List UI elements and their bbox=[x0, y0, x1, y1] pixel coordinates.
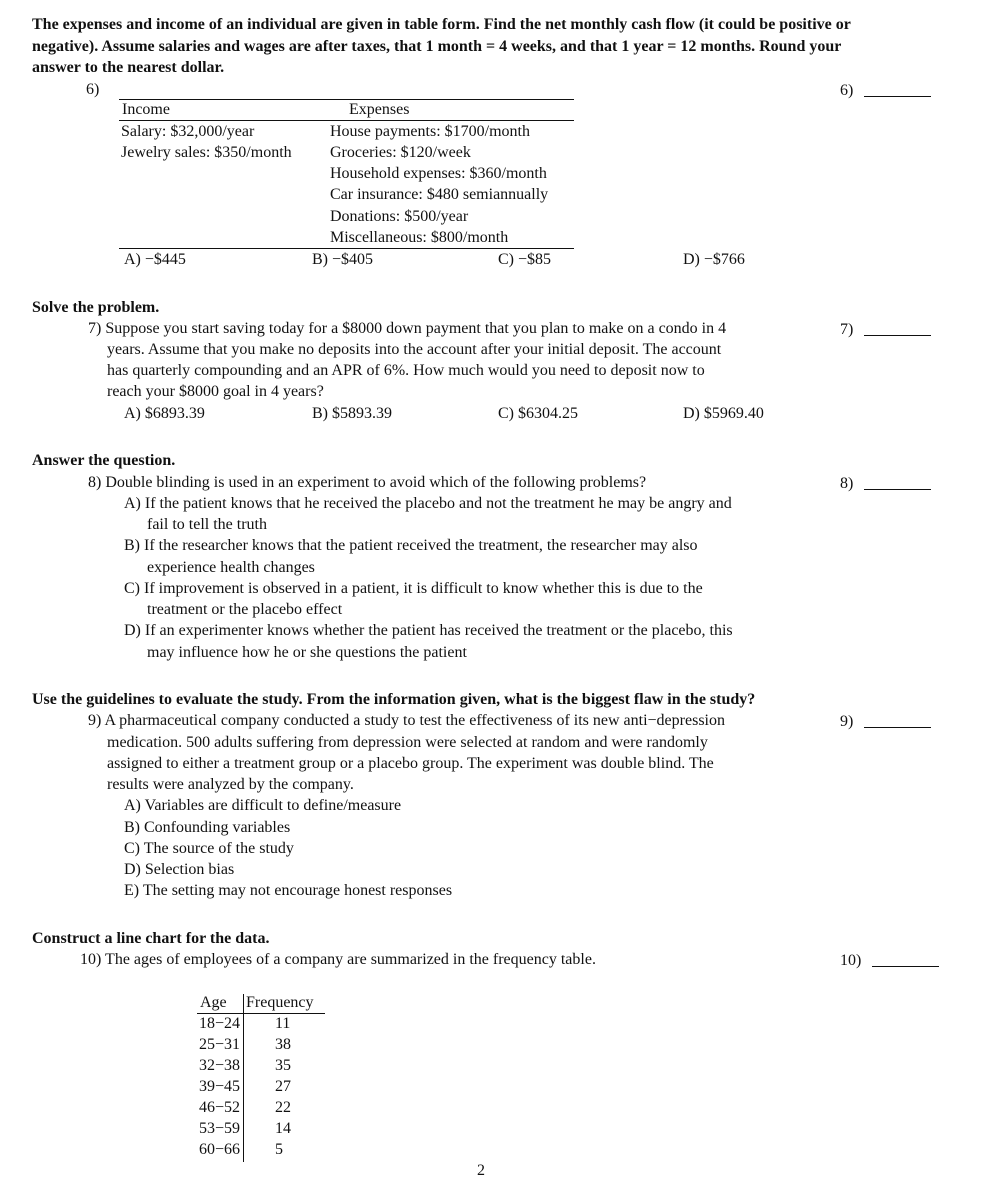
frequency-header: Frequency bbox=[246, 994, 314, 1011]
expense-item: Donations: $500/year bbox=[330, 208, 469, 225]
income-header: Income bbox=[122, 101, 170, 118]
answer-10-label: 10) bbox=[840, 952, 862, 969]
answer-8-label: 8) bbox=[840, 475, 854, 492]
freq-table-divider bbox=[243, 994, 244, 1162]
section-7-heading: Solve the problem. bbox=[32, 299, 160, 316]
choice-9b: B) Confounding variables bbox=[124, 819, 291, 836]
answer-7-label: 7) bbox=[840, 321, 854, 338]
frequency-cell: 27 bbox=[275, 1078, 291, 1095]
page-number: 2 bbox=[477, 1162, 485, 1179]
answer-7-blank[interactable] bbox=[864, 335, 931, 336]
section-10-heading: Construct a line chart for the data. bbox=[32, 930, 270, 947]
age-cell: 39−45 bbox=[199, 1078, 241, 1095]
choice-8c-cont: treatment or the placebo effect bbox=[147, 601, 343, 618]
choice-8a-cont: fail to tell the truth bbox=[147, 516, 267, 533]
age-cell: 18−24 bbox=[199, 1015, 241, 1032]
choice-8b: B) If the researcher knows that the patient received the treatment, the researcher may also bbox=[124, 537, 698, 554]
choice-9c: C) The source of the study bbox=[124, 840, 294, 857]
choice-6b: B) −$405 bbox=[312, 251, 374, 268]
intro-line-1: The expenses and income of an individual are given in table form. Find the net monthly cash flow (it could be positive or bbox=[32, 16, 851, 33]
choice-7a: A) $6893.39 bbox=[124, 405, 205, 422]
choice-9d: D) Selection bias bbox=[124, 861, 235, 878]
question-9-line: medication. 500 adults suffering from depression were selected at random and were randomly bbox=[107, 734, 708, 751]
question-6-number: 6) bbox=[86, 81, 100, 98]
section-9-heading: Use the guidelines to evaluate the study. From the information given, what is the biggest flaw in the study? bbox=[32, 691, 756, 708]
choice-8d-cont: may influence how he or she questions the patient bbox=[147, 644, 467, 661]
choice-9a: A) Variables are difficult to define/measure bbox=[124, 797, 402, 814]
choice-8b-cont: experience health changes bbox=[147, 559, 315, 576]
choice-6c: C) −$85 bbox=[498, 251, 552, 268]
choice-7b: B) $5893.39 bbox=[312, 405, 392, 422]
expenses-header: Expenses bbox=[349, 101, 410, 118]
answer-6-label: 6) bbox=[840, 82, 854, 99]
age-cell: 60−66 bbox=[199, 1141, 241, 1158]
question-7-line: years. Assume that you make no deposits into the account after your initial deposit. The account bbox=[107, 341, 722, 358]
question-7-line: 7) Suppose you start saving today for a $8000 down payment that you plan to make on a condo in 4 bbox=[88, 320, 727, 337]
expense-item: Household expenses: $360/month bbox=[330, 165, 547, 182]
income-item: Salary: $32,000/year bbox=[121, 123, 255, 140]
section-8-heading: Answer the question. bbox=[32, 452, 176, 469]
choice-7c: C) $6304.25 bbox=[498, 405, 578, 422]
answer-8-blank[interactable] bbox=[864, 489, 931, 490]
age-cell: 32−38 bbox=[199, 1057, 241, 1074]
expense-item: House payments: $1700/month bbox=[330, 123, 530, 140]
choice-6d: D) −$766 bbox=[683, 251, 745, 268]
answer-6-blank[interactable] bbox=[864, 96, 931, 97]
choice-8a: A) If the patient knows that he received the placebo and not the treatment he may be angry and bbox=[124, 495, 732, 512]
question-7-line: reach your $8000 goal in 4 years? bbox=[107, 383, 324, 400]
frequency-cell: 14 bbox=[275, 1120, 291, 1137]
question-9-line: assigned to either a treatment group or a placebo group. The experiment was double blind. The bbox=[107, 755, 714, 772]
age-cell: 25−31 bbox=[199, 1036, 241, 1053]
expense-item: Miscellaneous: $800/month bbox=[330, 229, 509, 246]
frequency-cell: 38 bbox=[275, 1036, 291, 1053]
question-9-line: 9) A pharmaceutical company conducted a study to test the effectiveness of its new anti−depression bbox=[88, 712, 725, 729]
income-item: Jewelry sales: $350/month bbox=[121, 144, 292, 161]
intro-line-3: answer to the nearest dollar. bbox=[32, 59, 225, 76]
frequency-cell: 22 bbox=[275, 1099, 291, 1116]
question-8-text: 8) Double blinding is used in an experiment to avoid which of the following problems? bbox=[88, 474, 647, 491]
answer-9-blank[interactable] bbox=[864, 727, 931, 728]
answer-9-label: 9) bbox=[840, 713, 854, 730]
choice-6a: A) −$445 bbox=[124, 251, 186, 268]
age-header: Age bbox=[200, 994, 227, 1011]
frequency-cell: 35 bbox=[275, 1057, 291, 1074]
frequency-cell: 5 bbox=[275, 1141, 283, 1158]
question-9-line: results were analyzed by the company. bbox=[107, 776, 354, 793]
question-7-line: has quarterly compounding and an APR of 6%. How much would you need to deposit now to bbox=[107, 362, 705, 379]
answer-10-blank[interactable] bbox=[872, 966, 939, 967]
choice-9e: E) The setting may not encourage honest responses bbox=[124, 882, 453, 899]
expense-item: Car insurance: $480 semiannually bbox=[330, 186, 549, 203]
age-cell: 46−52 bbox=[199, 1099, 241, 1116]
choice-8c: C) If improvement is observed in a patient, it is difficult to know whether this is due to the bbox=[124, 580, 703, 597]
expense-item: Groceries: $120/week bbox=[330, 144, 471, 161]
table-top-rule bbox=[119, 99, 574, 100]
choice-7d: D) $5969.40 bbox=[683, 405, 764, 422]
choice-8d: D) If an experimenter knows whether the patient has received the treatment or the placebo, this bbox=[124, 622, 733, 639]
frequency-cell: 11 bbox=[275, 1015, 291, 1032]
question-10-text: 10) The ages of employees of a company are summarized in the frequency table. bbox=[80, 951, 596, 968]
age-cell: 53−59 bbox=[199, 1120, 241, 1137]
intro-line-2: negative). Assume salaries and wages are after taxes, that 1 month = 4 weeks, and that 1 year = 12 months. Round your bbox=[32, 38, 842, 55]
